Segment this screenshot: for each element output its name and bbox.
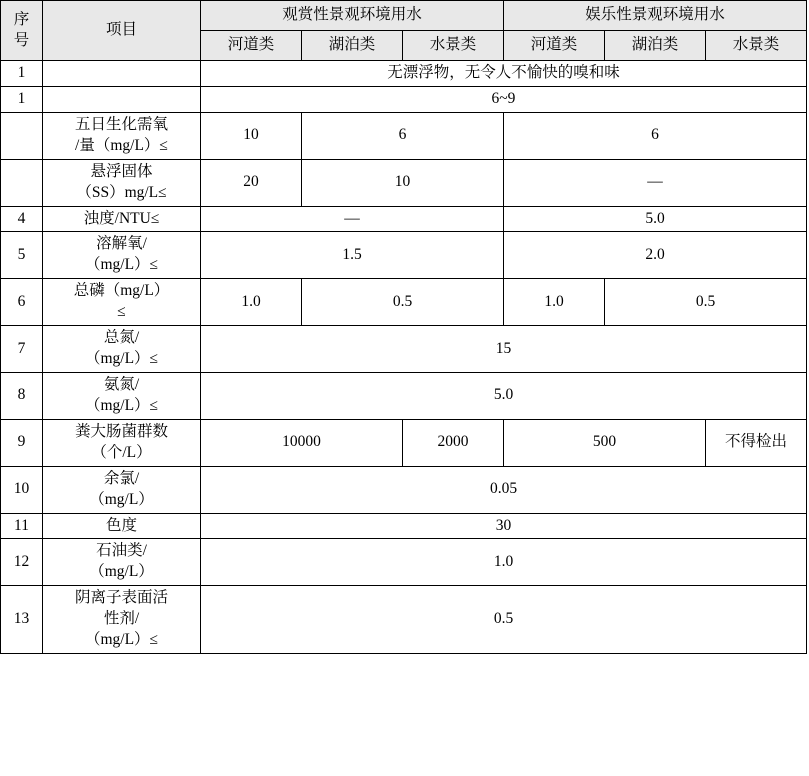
table-row <box>1 279 807 326</box>
row-serial-number: 10 <box>1 466 43 513</box>
row-item-line: ≤ <box>117 303 126 321</box>
header-sub-waterscape-recreational: 水景类 <box>706 31 807 61</box>
row-item-name <box>43 206 201 232</box>
table-row <box>1 539 807 586</box>
header-sub-river-ornamental: 河道类 <box>201 31 302 61</box>
row-item-line: 浊度/NTU≤ <box>83 209 160 227</box>
row-item-name <box>43 159 201 206</box>
row-item-name <box>43 326 201 373</box>
header-sub-lake-ornamental: 湖泊类 <box>302 31 403 61</box>
table-row <box>1 61 807 87</box>
row-item-name <box>43 466 201 513</box>
table-body <box>1 61 807 654</box>
row-value-cell: 5.0 <box>504 206 807 232</box>
row-item-line: （mg/L）≤ <box>84 350 159 368</box>
table-row <box>1 466 807 513</box>
row-serial-number: 12 <box>1 539 43 586</box>
row-item-name <box>43 86 201 112</box>
row-item-line: （mg/L）≤ <box>84 256 159 274</box>
row-item-line: 五日生化需氧 <box>74 115 168 133</box>
table-row <box>1 419 807 466</box>
row-serial-number: 6 <box>1 279 43 326</box>
row-item-line: 性剂/ <box>103 610 140 628</box>
table-row <box>1 326 807 373</box>
table-row <box>1 232 807 279</box>
row-value-cell: — <box>504 159 807 206</box>
row-value-cell: 500 <box>504 419 706 466</box>
table-row <box>1 112 807 159</box>
row-value-cell: 6 <box>504 112 807 159</box>
table-row <box>1 159 807 206</box>
row-item-name <box>43 419 201 466</box>
row-value-cell: 6~9 <box>201 86 807 112</box>
header-item: 项目 <box>43 1 201 61</box>
table-row <box>1 513 807 539</box>
table-row <box>1 206 807 232</box>
row-item-line: 溶解氧/ <box>96 235 147 253</box>
row-value-cell: 1.5 <box>201 232 504 279</box>
row-item-line: （个/L） <box>91 443 152 461</box>
row-item-line: （mg/L） <box>89 490 154 508</box>
row-value-cell: 1.0 <box>201 279 302 326</box>
row-item-line: 余氯/ <box>103 469 140 487</box>
row-value-cell: 6 <box>302 112 504 159</box>
row-serial-number: 11 <box>1 513 43 539</box>
row-item-name <box>43 61 201 87</box>
table-header-row-groups <box>1 1 807 31</box>
row-serial-number: 1 <box>1 61 43 87</box>
row-item-name <box>43 232 201 279</box>
row-value-cell: 0.05 <box>201 466 807 513</box>
row-serial-number: 13 <box>1 586 43 654</box>
row-item-line: 总磷（mg/L） <box>73 282 170 300</box>
row-value-cell: 0.5 <box>201 586 807 654</box>
row-serial-number: 8 <box>1 372 43 419</box>
row-item-line: 总氮/ <box>103 329 140 347</box>
header-serial-line1: 序 <box>13 10 30 28</box>
row-serial-number: 7 <box>1 326 43 373</box>
row-value-cell: 10000 <box>201 419 403 466</box>
row-item-line: 色度 <box>105 516 137 534</box>
row-item-line: 悬浮固体 <box>90 162 153 180</box>
row-item-line: （SS）mg/L≤ <box>76 183 167 201</box>
row-value-cell: 10 <box>201 112 302 159</box>
row-item-line: /量（mg/L）≤ <box>75 136 168 154</box>
row-serial-number: 4 <box>1 206 43 232</box>
row-serial-number <box>1 112 43 159</box>
row-item-line: （mg/L）≤ <box>84 396 159 414</box>
row-value-cell: 2000 <box>403 419 504 466</box>
row-item-line: 粪大肠菌群数 <box>74 422 168 440</box>
row-item-name <box>43 539 201 586</box>
row-item-line: （mg/L） <box>89 563 154 581</box>
row-value-cell: 2.0 <box>504 232 807 279</box>
table-row <box>1 372 807 419</box>
row-value-cell: 30 <box>201 513 807 539</box>
row-value-cell: 10 <box>302 159 504 206</box>
row-value-cell: 1.0 <box>504 279 605 326</box>
row-item-name <box>43 513 201 539</box>
row-item-line: （mg/L）≤ <box>84 631 159 649</box>
row-item-name <box>43 279 201 326</box>
header-serial-line2: 号 <box>13 31 30 49</box>
row-serial-number: 1 <box>1 86 43 112</box>
row-item-line: 石油类/ <box>96 542 147 560</box>
row-value-cell: 不得检出 <box>706 419 807 466</box>
header-sub-waterscape-ornamental: 水景类 <box>403 31 504 61</box>
row-value-cell: 15 <box>201 326 807 373</box>
table-row <box>1 586 807 654</box>
row-value-cell: 0.5 <box>605 279 807 326</box>
row-value-cell: 20 <box>201 159 302 206</box>
row-item-name <box>43 372 201 419</box>
row-value-cell: 0.5 <box>302 279 504 326</box>
row-item-line: 阴离子表面活 <box>74 589 168 607</box>
row-value-cell: 1.0 <box>201 539 807 586</box>
row-item-name <box>43 112 201 159</box>
header-sub-river-recreational: 河道类 <box>504 31 605 61</box>
row-item-name <box>43 586 201 654</box>
row-serial-number: 5 <box>1 232 43 279</box>
row-value-cell: — <box>201 206 504 232</box>
header-group-recreational: 娱乐性景观环境用水 <box>504 1 807 31</box>
row-item-line: 氨氮/ <box>103 375 140 393</box>
row-serial-number <box>1 159 43 206</box>
header-serial-number <box>1 1 43 61</box>
row-value-cell: 无漂浮物，无令人不愉快的嗅和味 <box>201 61 807 87</box>
header-group-ornamental: 观赏性景观环境用水 <box>201 1 504 31</box>
row-value-cell: 5.0 <box>201 372 807 419</box>
table-row <box>1 86 807 112</box>
header-sub-lake-recreational: 湖泊类 <box>605 31 706 61</box>
row-serial-number: 9 <box>1 419 43 466</box>
table-header <box>1 1 807 61</box>
